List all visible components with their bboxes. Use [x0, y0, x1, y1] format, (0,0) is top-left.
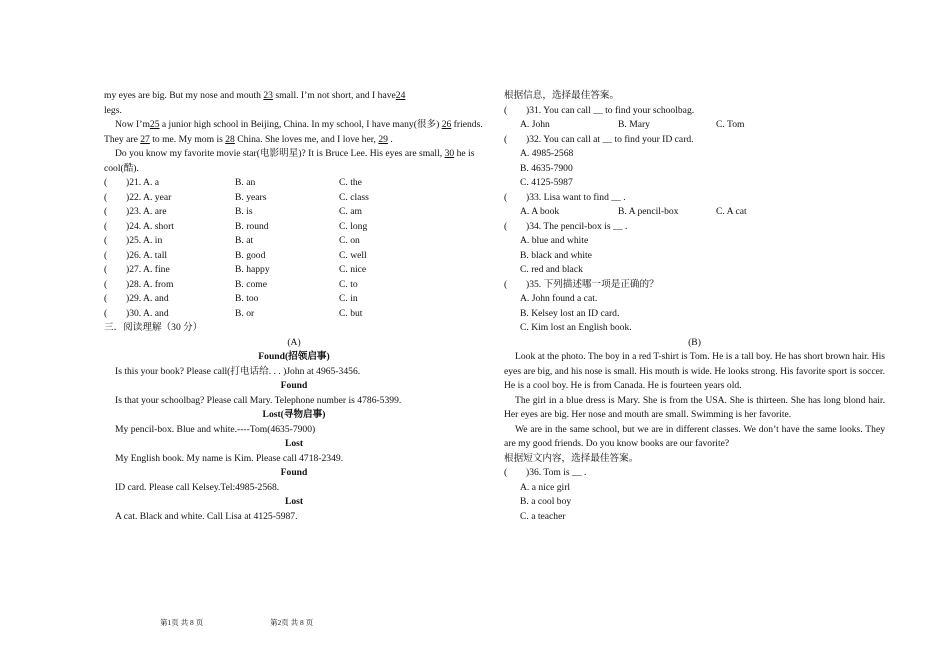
option-a: A. A book: [520, 206, 560, 217]
option-c: C. 4125-5987: [520, 177, 573, 188]
left-column: [104, 89, 484, 524]
cloze-text: China. She loves me, and I love her,: [234, 133, 379, 145]
option-a: )29. A. and: [126, 293, 169, 304]
option-c: C. Kim lost an English book.: [520, 322, 632, 333]
question-text: )32. You can call at __ to find your ID card.: [526, 133, 694, 145]
question-stem: [504, 278, 885, 293]
answer-paren: (: [504, 133, 508, 145]
question-row: [104, 263, 484, 278]
option-b: B. 4635-7900: [520, 162, 573, 174]
instruction: 根据短文内容，选择最佳答案。: [504, 452, 639, 464]
option-b: B. Mary: [618, 119, 650, 130]
option-b: B. A pencil-box: [618, 206, 679, 217]
right-column: [504, 89, 885, 524]
cloze-text: he is cool(酷).: [104, 148, 475, 174]
answer-paren: (: [104, 307, 108, 319]
question-row: [104, 292, 484, 307]
passage-paragraph: We are in the same school, but we are in different classes. We don’t have the same looks. They are my good friends. Do you know books are our favorite?: [504, 423, 885, 449]
option-b: B. good: [235, 249, 266, 261]
option-b: B. Kelsey lost an ID card.: [520, 307, 620, 319]
answer-paren: (: [104, 206, 108, 217]
question-stem: [504, 104, 885, 119]
answer-paren: (: [504, 278, 508, 290]
notice-text: My pencil-box. Blue and white.----Tom(4635-7900): [115, 423, 316, 435]
option-c: C. on: [339, 235, 360, 246]
answer-paren: (: [104, 220, 108, 232]
answer-paren: (: [104, 191, 108, 203]
option-c: C. long: [339, 220, 368, 232]
option-c: C. a teacher: [520, 510, 566, 522]
blank-29: 29: [378, 133, 388, 145]
option-b: B. an: [235, 177, 256, 188]
cloze-text: friends. They are: [104, 119, 483, 145]
option-b: B. round: [235, 220, 269, 232]
cloze-paragraph-2: [104, 118, 484, 147]
question-row: [104, 176, 484, 191]
question-stem: [504, 466, 885, 481]
option-c: C. in: [339, 293, 358, 304]
option-b: B. at: [235, 235, 254, 246]
blank-30: 30: [444, 148, 455, 159]
option-a: )27. A. fine: [126, 264, 170, 275]
option-a: )30. A. and: [126, 307, 169, 319]
blank-28: 28: [225, 133, 235, 145]
question-text: )31. You can call __ to find your schoolbag.: [526, 104, 695, 116]
option-row: [504, 118, 885, 133]
option-c: C. to: [339, 278, 358, 290]
question-stem: [504, 191, 885, 206]
option-b: B. black and white: [520, 249, 592, 261]
instruction: 根据信息，选择最佳答案。: [504, 90, 620, 101]
option-c: C. the: [339, 177, 362, 188]
option-c: C. nice: [339, 264, 367, 275]
notice-title: Found(招领启事): [258, 351, 330, 362]
cloze-question-list: [104, 176, 484, 321]
option-c: C. but: [339, 307, 363, 319]
answer-paren: (: [504, 191, 508, 203]
answer-paren: (: [104, 177, 108, 188]
answer-paren: (: [504, 104, 508, 116]
option-a: )21. A. a: [126, 177, 160, 188]
footer-page-1: 第1页 共 8 页: [160, 618, 204, 627]
option-c: C. am: [339, 206, 362, 217]
question-row: [104, 205, 484, 220]
option-a: A. John found a cat.: [520, 293, 598, 304]
question-row: [104, 220, 484, 235]
question-text: )33. Lisa want to find __ .: [526, 191, 626, 203]
option-c: C. well: [339, 249, 367, 261]
cloze-text: legs.: [104, 104, 122, 116]
option-c: C. A cat: [716, 206, 747, 217]
question-row: [104, 278, 484, 293]
option-c: C. Tom: [716, 119, 745, 130]
passage-paragraph: The girl in a blue dress is Mary. She is from the USA. She is thirteen. She has long blond hair. Her eyes are big. Her nose and mouth are small. Swimming is her favorite.: [504, 394, 885, 420]
question-stem: [504, 220, 885, 235]
answer-paren: (: [104, 278, 108, 290]
option-b: B. is: [235, 206, 253, 217]
option-c: C. class: [339, 191, 369, 203]
cloze-text: my eyes are big. But my nose and mouth: [104, 90, 264, 101]
blank-23: 23: [263, 90, 273, 101]
answer-paren: (: [104, 293, 108, 304]
option-b: B. a cool boy: [520, 496, 572, 507]
footer-page-2: 第2页 共 8 页: [270, 618, 314, 627]
option-b: B. or: [235, 307, 255, 319]
notice-text: ID card. Please call Kelsey.Tel:4985-2568.: [115, 481, 280, 493]
blank-27: 27: [140, 133, 150, 145]
notice-text: A cat. Black and white. Call Lisa at 4125-5987.: [115, 510, 298, 522]
option-a: A. a nice girl: [520, 481, 571, 493]
blank-26: 26: [441, 119, 452, 130]
option-a: )23. A. are: [126, 206, 167, 217]
notice-title: Found: [280, 467, 308, 478]
notice-title: Lost: [284, 496, 304, 507]
option-b: B. years: [235, 191, 267, 203]
answer-paren: (: [504, 467, 508, 478]
question-row: [104, 249, 484, 264]
question-text: )34. The pencil-box is __ .: [526, 220, 628, 232]
cloze-text: Now I’m: [115, 119, 150, 130]
option-b: B. happy: [235, 264, 270, 275]
option-a: )25. A. in: [126, 235, 163, 246]
blank-24: 24: [395, 90, 406, 101]
cloze-paragraph-3: [104, 147, 484, 176]
notice-title: Lost(寻物启事): [262, 409, 326, 420]
option-c: C. red and black: [520, 264, 583, 275]
question-row: [104, 191, 484, 206]
question-text: )36. Tom is __ .: [526, 467, 587, 478]
question-text: )35. 下列描述哪一项是正确的？: [526, 278, 659, 290]
answer-paren: (: [104, 264, 108, 275]
notice-text: My English book. My name is Kim. Please call 4718-2349.: [115, 452, 344, 464]
option-b: B. too: [235, 293, 259, 304]
answer-paren: (: [104, 249, 108, 261]
option-b: B. come: [235, 278, 267, 290]
notice-text: Is that your schoolbag? Please call Mary. Telephone number is 4786-5399.: [115, 394, 402, 406]
cloze-paragraph-1: [104, 89, 484, 118]
cloze-text: a junior high school in Beijing, China. In my school, I have many(很多): [159, 119, 442, 130]
notice-text: Is this your book? Please call(打电话给. . . )John at 4965-3456.: [115, 365, 361, 377]
cloze-text: Do you know my favorite movie star(电影明星)? It is Bruce Lee. His eyes are small,: [115, 148, 445, 159]
passage-a-label: (A): [287, 336, 301, 348]
option-a: A. blue and white: [520, 235, 589, 246]
cloze-text: small. I’m not short, and I have: [272, 90, 396, 101]
passage-b-label: (B): [688, 336, 701, 348]
option-a: )26. A. tall: [126, 249, 168, 261]
passage-paragraph: Look at the photo. The boy in a red T-shirt is Tom. He is a tall boy. He has short brown hair. His eyes are big, and his nose is small. His mouth is wide. He looks strong. His favorite sport is soccer. He is a cool boy. He is from Canada. He is fourteen years old.: [504, 351, 885, 391]
question-stem: [504, 133, 885, 148]
answer-paren: (: [504, 220, 508, 232]
option-a: )28. A. from: [126, 278, 174, 290]
notice-title: Lost: [284, 438, 304, 449]
option-a: A. John: [520, 119, 550, 130]
option-row: [504, 205, 885, 220]
question-row: [104, 307, 484, 322]
notice-title: Found: [280, 380, 308, 391]
cloze-text: .: [387, 133, 393, 145]
option-a: A. 4985-2568: [520, 148, 574, 159]
answer-paren: (: [104, 235, 108, 246]
question-row: [104, 234, 484, 249]
cloze-text: to me. My mom is: [149, 133, 226, 145]
option-a: )24. A. short: [126, 220, 174, 232]
option-a: )22. A. year: [126, 191, 172, 203]
blank-25: 25: [149, 119, 160, 130]
section-title: 三．阅读理解（30 分）: [104, 322, 203, 333]
